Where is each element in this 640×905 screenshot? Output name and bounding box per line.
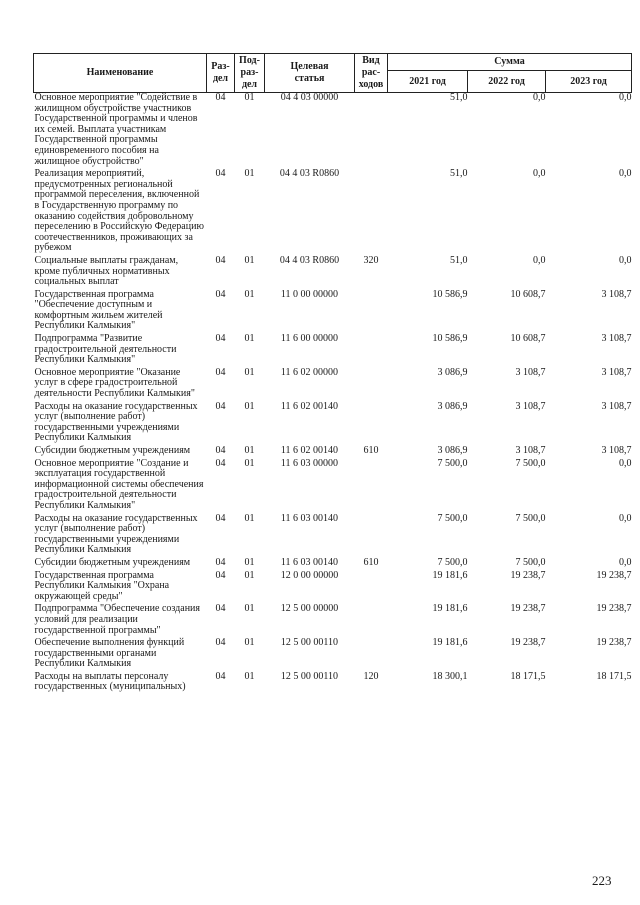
cell-name: Основное мероприятие "Оказание услуг в сфере градостроительной деятельности Республики Калмыкия"	[34, 366, 195, 400]
cell-2022: 0,0	[533, 92, 546, 103]
header-section: Раз- дел	[207, 54, 235, 93]
table-row	[34, 672, 632, 695]
cell-target: 04 4 03 R0860	[279, 168, 340, 180]
cell-name: Расходы на оказание государственных услуг (выполнение работ) государственными учреждениями Республики Калмыкия	[34, 400, 198, 444]
header-sum: Сумма	[388, 54, 632, 71]
cell-2023: 0,0	[619, 254, 632, 266]
table-header	[34, 54, 632, 93]
cell-2022: 7 500,0	[515, 556, 546, 568]
table-row	[34, 558, 632, 571]
cell-kind	[355, 169, 388, 256]
cell-2021: 51,0	[450, 92, 468, 103]
cell-section: 04	[215, 670, 226, 682]
cell-subsection: 01	[244, 445, 255, 456]
cell-subsection: 01	[244, 288, 255, 300]
cell-target: 11 6 00 00000	[280, 333, 339, 345]
cell-section: 04	[215, 254, 226, 266]
cell-2022: 3 108,7	[515, 400, 546, 412]
cell-2023: 0,0	[619, 168, 632, 180]
header-year-2023: 2023 год	[546, 71, 632, 93]
header-year-2022: 2022 год	[468, 71, 546, 93]
cell-section: 04	[215, 168, 226, 180]
cell-2022: 0,0	[533, 254, 546, 266]
cell-2023: 3 108,7	[601, 333, 632, 345]
cell-section: 04	[215, 400, 226, 412]
cell-name: Подпрограмма "Обеспечение создания условий для реализации государственной программы"	[34, 603, 201, 636]
table-row	[34, 290, 632, 334]
cell-2021: 7 500,0	[437, 457, 468, 469]
cell-kind	[355, 571, 388, 605]
cell-target: 11 6 02 00140	[280, 445, 339, 456]
cell-section: 04	[215, 637, 226, 649]
cell-2023: 18 171,5	[596, 670, 632, 682]
cell-2022: 10 608,7	[510, 333, 546, 345]
cell-name: Реализация мероприятий, предусмотренных региональной программой переселения, включенной в Государственную программу по оказанию содействия добровольному переселению в Российскую Федерацию соотечественников, проживающих за рубежом	[34, 168, 204, 254]
cell-section: 04	[215, 366, 226, 378]
cell-name: Подпрограмма "Развитие градостроительной деятельности Республики Калмыкия"	[34, 333, 177, 366]
cell-2021: 19 181,6	[432, 603, 468, 615]
cell-kind	[355, 290, 388, 334]
header-name: Наименование	[34, 54, 207, 93]
cell-2023: 0,0	[619, 556, 632, 568]
cell-2022: 10 608,7	[510, 288, 546, 300]
cell-target: 11 6 03 00140	[280, 556, 339, 568]
cell-name: Основное мероприятие "Создание и эксплуатация государственной информационной системы обеспечения градостроительной деятельности Республики Калмыкия"	[34, 457, 204, 511]
cell-kind: 610	[363, 556, 379, 568]
header-target: Целевая статья	[265, 54, 355, 93]
cell-2022: 7 500,0	[515, 512, 546, 524]
cell-subsection: 01	[244, 637, 255, 649]
cell-section: 04	[215, 288, 226, 300]
cell-name: Субсидии бюджетным учреждениям	[34, 556, 191, 568]
cell-subsection: 01	[244, 569, 255, 581]
cell-2022: 3 108,7	[515, 366, 546, 378]
cell-name: Основное мероприятие "Содействие в жилищном обустройстве участников Государственной программы и членов их семей. Выплата участникам Государственной программы единовременного пособия на жилищное обустройство"	[34, 92, 198, 167]
table-row	[34, 334, 632, 368]
cell-2021: 3 086,9	[437, 400, 468, 412]
cell-2023: 3 108,7	[601, 400, 632, 412]
cell-2023: 0,0	[619, 457, 632, 469]
page-number: 223	[592, 873, 612, 888]
cell-2022: 18 171,5	[510, 670, 546, 682]
cell-name: Расходы на выплаты персоналу государственных (муниципальных)	[34, 670, 186, 693]
cell-2022: 3 108,7	[515, 445, 546, 456]
cell-name: Субсидии бюджетным учреждениям	[34, 445, 191, 456]
cell-target: 04 4 03 00000	[280, 92, 339, 103]
cell-kind: 320	[363, 254, 379, 266]
cell-kind	[355, 368, 388, 402]
table-row	[34, 256, 632, 290]
cell-2021: 51,0	[450, 254, 468, 266]
cell-2021: 18 300,1	[432, 670, 468, 682]
cell-section: 04	[215, 512, 226, 524]
header-kind: Вид рас- ходов	[355, 54, 388, 93]
cell-target: 11 6 02 00140	[280, 400, 339, 412]
cell-kind	[355, 334, 388, 368]
header-subsection: Под- раз- дел	[235, 54, 265, 93]
cell-2023: 3 108,7	[601, 288, 632, 300]
cell-kind: 610	[363, 445, 379, 456]
header-year-2021: 2021 год	[388, 71, 468, 93]
cell-2023: 3 108,7	[601, 445, 632, 456]
cell-2021: 51,0	[450, 168, 468, 180]
cell-2022: 7 500,0	[515, 457, 546, 469]
cell-subsection: 01	[244, 603, 255, 615]
cell-section: 04	[215, 457, 226, 469]
cell-kind	[355, 514, 388, 558]
cell-subsection: 01	[244, 92, 255, 103]
cell-target: 12 5 00 00110	[280, 637, 339, 649]
cell-name: Расходы на оказание государственных услуг (выполнение работ) государственными учреждениями Республики Калмыкия	[34, 512, 198, 556]
cell-target: 11 6 03 00000	[280, 457, 339, 469]
table-row	[34, 459, 632, 514]
cell-2021: 10 586,9	[432, 288, 468, 300]
cell-target: 12 0 00 00000	[280, 569, 339, 581]
cell-2021: 3 086,9	[437, 445, 468, 456]
cell-section: 04	[215, 445, 226, 456]
cell-2022: 19 238,7	[510, 637, 546, 649]
cell-2023: 19 238,7	[596, 569, 632, 581]
table-row	[34, 446, 632, 459]
cell-target: 11 0 00 00000	[280, 288, 339, 300]
cell-kind	[355, 604, 388, 638]
cell-2021: 7 500,0	[437, 556, 468, 568]
cell-2021: 3 086,9	[437, 366, 468, 378]
cell-kind: 120	[363, 670, 379, 682]
cell-2022: 19 238,7	[510, 569, 546, 581]
cell-target: 12 5 00 00110	[280, 670, 339, 682]
cell-section: 04	[215, 556, 226, 568]
table-row	[34, 93, 632, 170]
budget-table	[33, 53, 632, 695]
cell-2021: 10 586,9	[432, 333, 468, 345]
cell-subsection: 01	[244, 400, 255, 412]
cell-target: 04 4 03 R0860	[279, 254, 340, 266]
table-row	[34, 169, 632, 256]
budget-document	[33, 53, 631, 695]
table-row	[34, 368, 632, 402]
cell-subsection: 01	[244, 333, 255, 345]
cell-name: Обеспечение выполнения функций государственными органами Республики Калмыкия	[34, 637, 185, 670]
cell-2022: 0,0	[533, 168, 546, 180]
cell-subsection: 01	[244, 457, 255, 469]
cell-2023: 0,0	[619, 512, 632, 524]
table-row	[34, 402, 632, 446]
table-row	[34, 571, 632, 605]
cell-section: 04	[215, 603, 226, 615]
cell-target: 11 6 02 00000	[280, 366, 339, 378]
cell-target: 12 5 00 00000	[280, 603, 339, 615]
cell-kind	[355, 93, 388, 170]
table-row	[34, 638, 632, 672]
cell-2023: 0,0	[619, 92, 632, 103]
cell-kind	[355, 638, 388, 672]
table-row	[34, 514, 632, 558]
cell-name: Государственная программа Республики Калмыкия "Охрана окружающей среды"	[34, 569, 170, 602]
table-body	[34, 93, 632, 696]
cell-kind	[355, 459, 388, 514]
cell-2021: 19 181,6	[432, 569, 468, 581]
cell-subsection: 01	[244, 670, 255, 682]
cell-subsection: 01	[244, 512, 255, 524]
cell-subsection: 01	[244, 254, 255, 266]
cell-subsection: 01	[244, 366, 255, 378]
table-row	[34, 604, 632, 638]
cell-2023: 3 108,7	[601, 366, 632, 378]
cell-section: 04	[215, 569, 226, 581]
cell-2023: 19 238,7	[596, 637, 632, 649]
cell-name: Государственная программа "Обеспечение доступным и комфортным жильем жителей Республики Калмыкия"	[34, 288, 163, 332]
cell-section: 04	[215, 92, 226, 103]
cell-2021: 7 500,0	[437, 512, 468, 524]
cell-target: 11 6 03 00140	[280, 512, 339, 524]
cell-name: Социальные выплаты гражданам, кроме публичных нормативных социальных выплат	[34, 254, 179, 288]
cell-section: 04	[215, 333, 226, 345]
cell-2022: 19 238,7	[510, 603, 546, 615]
cell-kind	[355, 402, 388, 446]
cell-subsection: 01	[244, 556, 255, 568]
cell-2021: 19 181,6	[432, 637, 468, 649]
cell-subsection: 01	[244, 168, 255, 180]
cell-2023: 19 238,7	[596, 603, 632, 615]
